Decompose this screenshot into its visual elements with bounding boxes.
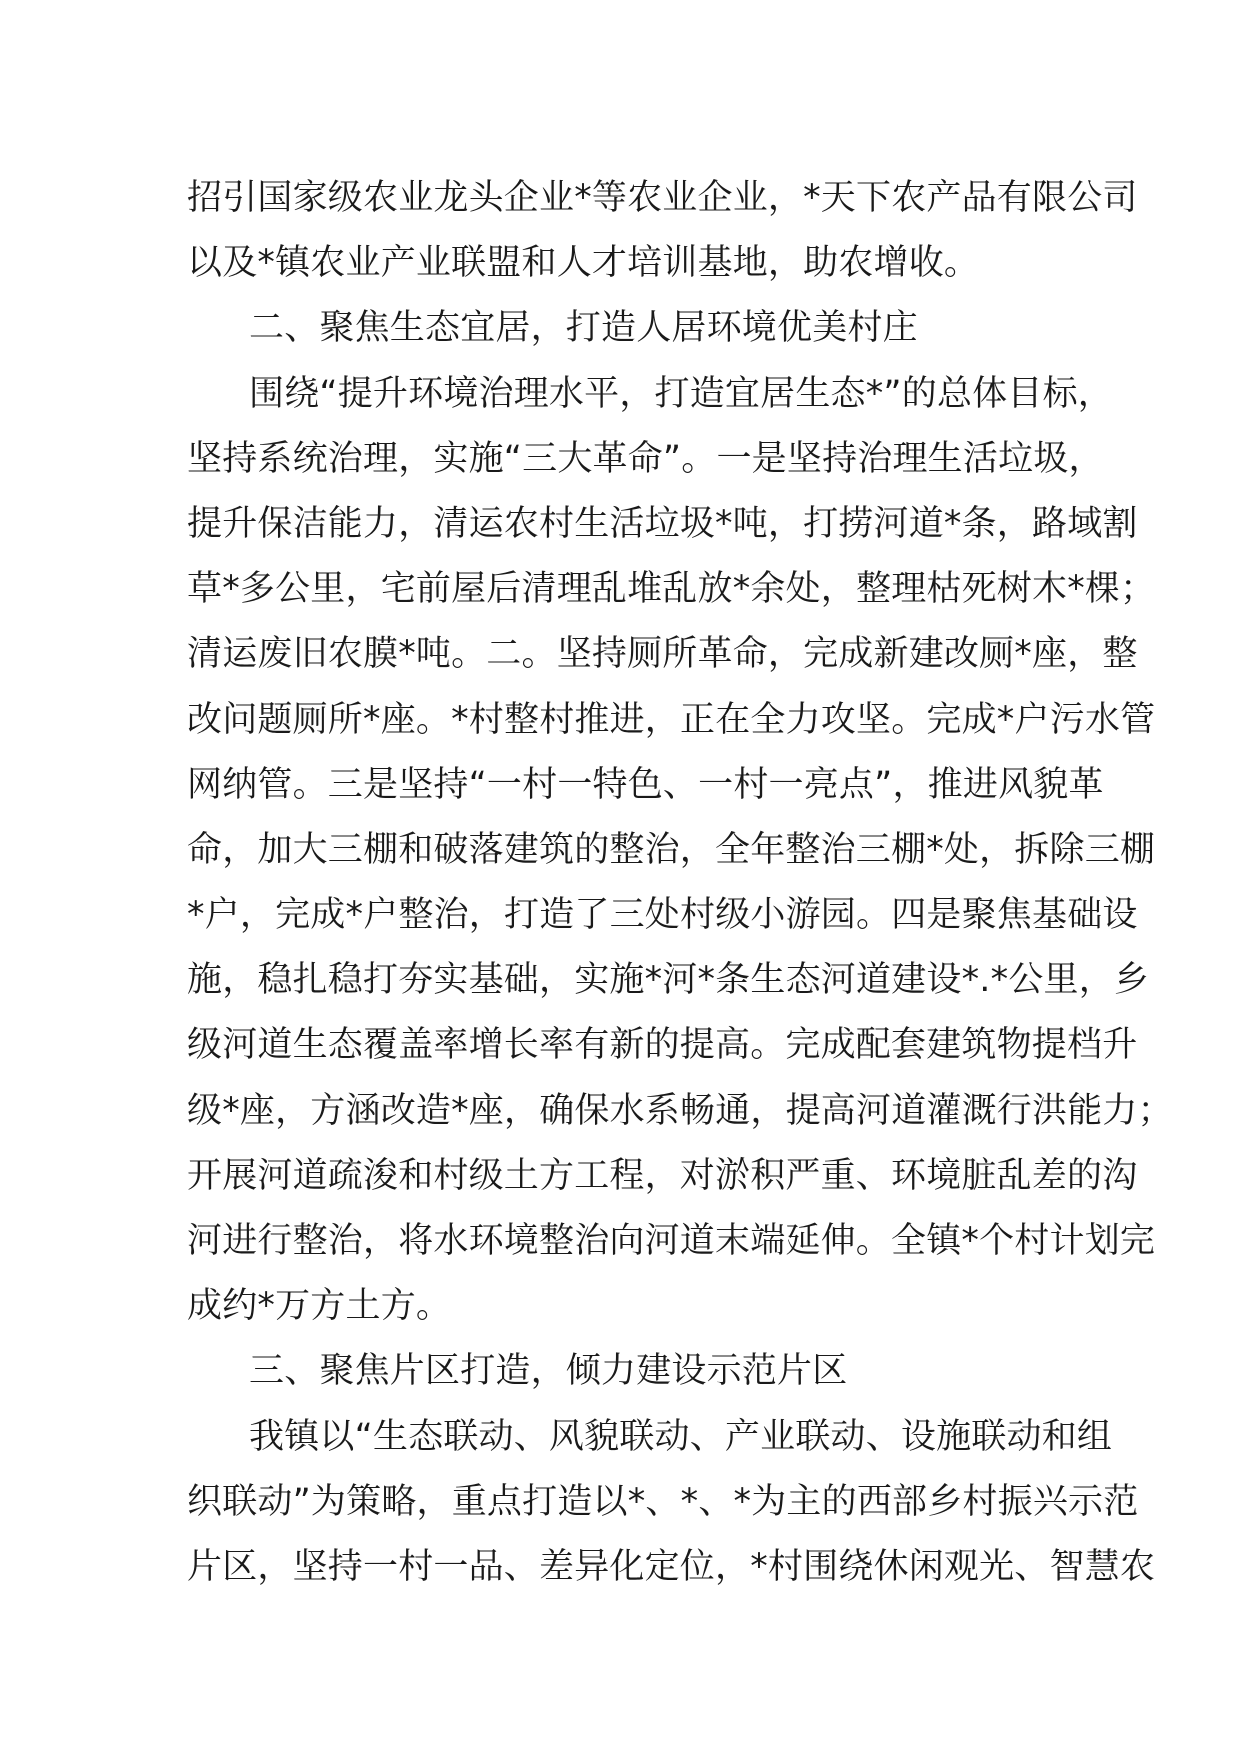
text-line: 以及*镇农业产业联盟和人才培训基地，助农增收。 (187, 243, 980, 284)
text-line: 坚持系统治理，实施“三大革命”。一是坚持治理生活垃圾， (187, 438, 1104, 479)
text-line: 织联动”为策略，重点打造以*、*、*为主的西部乡村振兴示范 (187, 1481, 1139, 1522)
body-text (187, 166, 1173, 1600)
paragraph-start: 围绕“提升环境治理水平，打造宜居生态*”的总体目标， (249, 373, 1113, 414)
text-line: 级*座，方涵改造*座，确保水系畅通，提高河道灌溉行洪能力； (187, 1090, 1173, 1131)
text-line: 网纳管。三是坚持“一村一特色、一村一亮点”，推进风貌革 (187, 764, 1104, 805)
text-line: 级河道生态覆盖率增长率有新的提高。完成配套建筑物提档升 (187, 1025, 1138, 1066)
text-line: 招引国家级农业龙头企业*等农业企业，*天下农产品有限公司 (187, 178, 1138, 218)
text-line: 成约*万方土方。 (187, 1286, 452, 1327)
text-line: 命，加大三棚和破落建筑的整治，全年整治三棚*处，拆除三棚 (187, 829, 1156, 870)
paragraph-start: 我镇以“生态联动、风貌联动、产业联动、设施联动和组 (249, 1416, 1113, 1457)
text-line: 片区，坚持一村一品、差异化定位，*村围绕休闲观光、智慧农 (187, 1546, 1156, 1587)
text-line: 清运废旧农膜*吨。二。坚持厕所革命，完成新建改厕*座，整 (187, 634, 1138, 675)
section-heading: 二、聚焦生态宜居，打造人居环境优美村庄 (249, 308, 918, 349)
section-heading: 三、聚焦片区打造，倾力建设示范片区 (249, 1351, 848, 1392)
text-line: 开展河道疏浚和村级土方工程，对淤积严重、环境脏乱差的沟 (187, 1155, 1138, 1196)
text-line: *户，完成*户整治，打造了三处村级小游园。四是聚焦基础设 (187, 895, 1138, 936)
text-line: 草*多公里，宅前屋后清理乱堆乱放*余处，整理枯死树木*棵； (187, 569, 1156, 610)
text-line: 河进行整治，将水环境整治向河道末端延伸。全镇*个村计划完 (187, 1221, 1156, 1261)
text-line: 改问题厕所*座。*村整村推进，正在全力攻坚。完成*户污水管 (187, 699, 1156, 740)
text-line: 提升保洁能力，清运农村生活垃圾*吨，打捞河道*条，路域割 (187, 503, 1138, 544)
text-line: 施，稳扎稳打夯实基础，实施*河*条生态河道建设*.*公里，乡 (187, 960, 1150, 1001)
